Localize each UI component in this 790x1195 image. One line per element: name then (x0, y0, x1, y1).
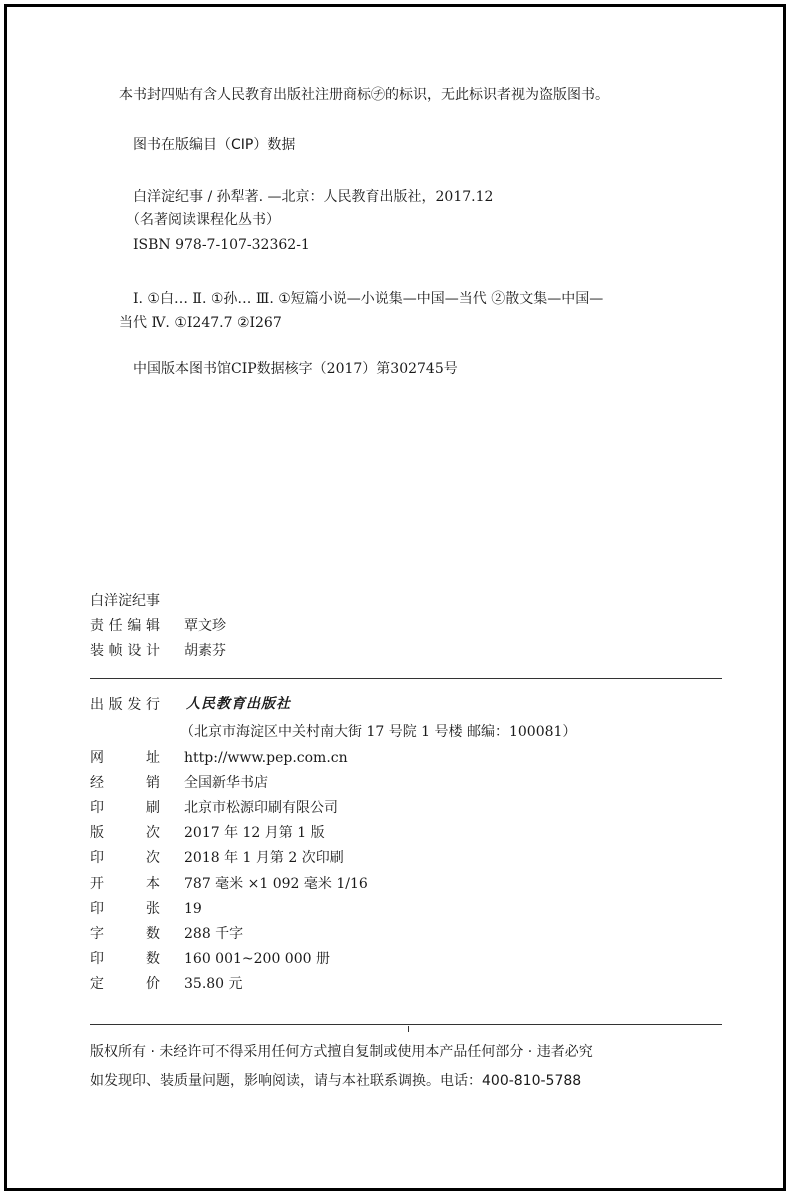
detail-value: 2018 年 1 月第 2 次印刷 (184, 850, 344, 866)
detail-label: 经 销 (90, 775, 160, 791)
detail-value: http://www.pep.com.cn (184, 750, 348, 766)
detail-label: 开 本 (90, 876, 160, 892)
detail-label: 字 数 (90, 926, 160, 942)
cip-classification-line-1: Ⅰ. ①白… Ⅱ. ①孙… Ⅲ. ①短篇小说—小说集—中国—当代 ②散文集—中国— (133, 291, 604, 307)
detail-label: 印 次 (90, 850, 160, 866)
detail-value: 北京市松源印刷有限公司 (184, 800, 338, 816)
quality-contact-notice: 如发现印、装质量问题，影响阅读，请与本社联系调换。电话：400-810-5788 (90, 1073, 582, 1089)
cip-title-line: 白洋淀纪事 / 孙犁著. —北京：人民教育出版社，2017.12 (133, 189, 494, 205)
detail-value: 2017 年 12 月第 1 版 (184, 825, 325, 841)
publisher-label: 出版发行 (90, 697, 160, 713)
detail-label: 定 价 (90, 976, 160, 992)
detail-value: 787 毫米 ×1 092 毫米 1/16 (184, 876, 368, 892)
book-title: 白洋淀纪事 (90, 593, 160, 609)
detail-label: 印 张 (90, 901, 160, 917)
editor-label: 责任编辑 (90, 618, 160, 634)
divider-top (90, 678, 722, 679)
cip-record-number: 中国版本图书馆CIP数据核字（2017）第302745号 (133, 361, 458, 377)
cip-classification-line-2: 当代 Ⅳ. ①I247.7 ②I267 (119, 315, 282, 331)
anti-piracy-notice: 本书封四贴有含人民教育出版社注册商标㋠的标识，无此标识者视为盗版图书。 (119, 87, 609, 103)
publisher-address: （北京市海淀区中关村南大街 17 号院 1 号楼 邮编：100081） (180, 724, 577, 740)
detail-value: 全国新华书店 (184, 775, 268, 791)
publisher-logo: 人民教育出版社 (186, 696, 291, 712)
detail-value: 288 千字 (184, 926, 244, 942)
detail-label: 网 址 (90, 750, 160, 766)
detail-value: 160 001~200 000 册 (184, 951, 330, 967)
divider-bottom (90, 1024, 722, 1025)
cip-isbn: ISBN 978-7-107-32362-1 (133, 237, 310, 253)
cip-heading: 图书在版编目（CIP）数据 (133, 137, 296, 153)
detail-value: 19 (184, 901, 202, 917)
designer-name: 胡素芬 (184, 643, 226, 659)
detail-value: 35.80 元 (184, 976, 243, 992)
divider-tick-mark (408, 1026, 413, 1032)
editor-name: 覃文珍 (184, 618, 226, 634)
cip-series-line: （名著阅读课程化丛书） (126, 212, 280, 228)
detail-label: 印 数 (90, 951, 160, 967)
copyright-notice: 版权所有 · 未经许可不得采用任何方式擅自复制或使用本产品任何部分 · 违者必究 (90, 1044, 593, 1060)
detail-label: 印 刷 (90, 800, 160, 816)
detail-label: 版 次 (90, 825, 160, 841)
designer-label: 装帧设计 (90, 643, 160, 659)
